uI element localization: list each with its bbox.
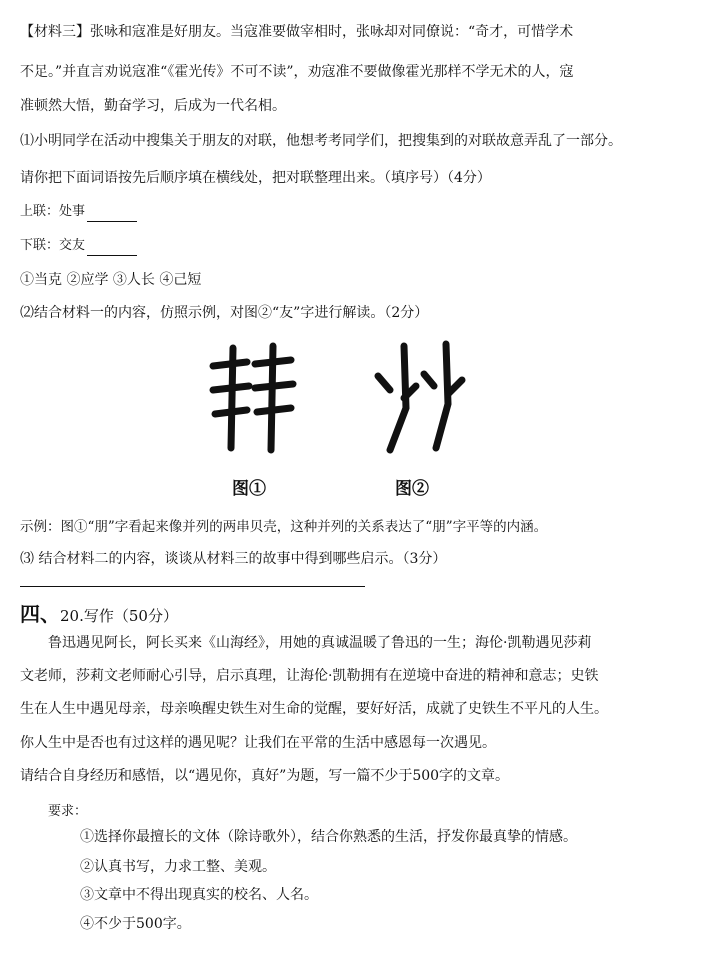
upper-couplet-label: 上联：处事 bbox=[20, 204, 86, 219]
writing-paragraph-5: 请结合自身经历和感悟，以“遇见你，真好”为题，写一篇不少于500字的文章。 bbox=[20, 768, 510, 784]
writing-paragraph-4: 你人生中是否也有过这样的遇见呢？让我们在平常的生活中感恩每一次遇见。 bbox=[20, 735, 496, 751]
requirements-title: 要求： bbox=[48, 804, 88, 819]
answer-line[interactable] bbox=[20, 586, 365, 587]
material3-line-2: 不足。”并直言劝说寇准“《霍光传》不可不读”，劝寇准不要做像霍光那样不学无术的人，寇 bbox=[20, 64, 574, 80]
writing-paragraph-2: 文老师，莎莉文老师耐心引导，启示真理，让海伦·凯勒拥有在逆境中奋进的精神和意志；史铁 bbox=[20, 668, 599, 684]
section-number: 四、 bbox=[20, 602, 60, 626]
upper-couplet bbox=[20, 202, 137, 222]
figure1-label: 图① bbox=[232, 479, 266, 499]
writing-paragraph-3: 生在人生中遇见母亲，母亲唤醒史铁生对生命的觉醒，要好好活，成就了史铁生不平凡的人生。 bbox=[20, 701, 608, 717]
writing-title: 20.写作（50分） bbox=[60, 607, 178, 625]
figure2-you-glyph bbox=[368, 338, 473, 458]
lower-couplet-blank[interactable] bbox=[87, 241, 137, 256]
word-options: ①当克 ②应学 ③人长 ④己短 bbox=[20, 272, 202, 288]
requirement-item: ①选择你最擅长的文体（除诗歌外），结合你熟悉的生活，抒发你最真挚的情感。 bbox=[80, 829, 577, 845]
lower-couplet bbox=[20, 236, 137, 256]
figure2-label: 图② bbox=[395, 479, 429, 499]
material3-line-1: 【材料三】张咏和寇准是好朋友。当寇准要做宰相时，张咏却对同僚说：“奇才，可惜学术 bbox=[20, 24, 574, 40]
requirement-item: ②认真书写，力求工整、美观。 bbox=[80, 859, 276, 875]
example-answer: 示例：图①“朋”字看起来像并列的两串贝壳，这种并列的关系表达了“朋”字平等的内涵。 bbox=[20, 519, 548, 535]
requirement-item: ③文章中不得出现真实的校名、人名。 bbox=[80, 887, 318, 903]
question2-prompt: ⑵结合材料一的内容，仿照示例，对图②“友”字进行解读。（2分） bbox=[20, 305, 429, 321]
requirement-item: ④不少于500字。 bbox=[80, 916, 191, 932]
material3-line-3: 准顿然大悟，勤奋学习，后成为一代名相。 bbox=[20, 98, 286, 114]
figure1-peng-glyph bbox=[205, 338, 300, 458]
question1-line-1: ⑴小明同学在活动中搜集关于朋友的对联，他想考考同学们，把搜集到的对联故意弄乱了一部分。 bbox=[20, 133, 622, 149]
writing-paragraph-1: 鲁迅遇见阿长，阿长买来《山海经》，用她的真诚温暖了鲁迅的一生；海伦·凯勒遇见莎莉 bbox=[48, 635, 592, 651]
upper-couplet-blank[interactable] bbox=[87, 207, 137, 222]
question1-line-2: 请你把下面词语按先后顺序填在横线处，把对联整理出来。（填序号）（4分） bbox=[20, 170, 491, 186]
writing-section-heading bbox=[20, 598, 178, 627]
question3-prompt: ⑶ 结合材料二的内容，谈谈从材料三的故事中得到哪些启示。（3分） bbox=[20, 551, 447, 567]
lower-couplet-label: 下联：交友 bbox=[20, 238, 86, 253]
